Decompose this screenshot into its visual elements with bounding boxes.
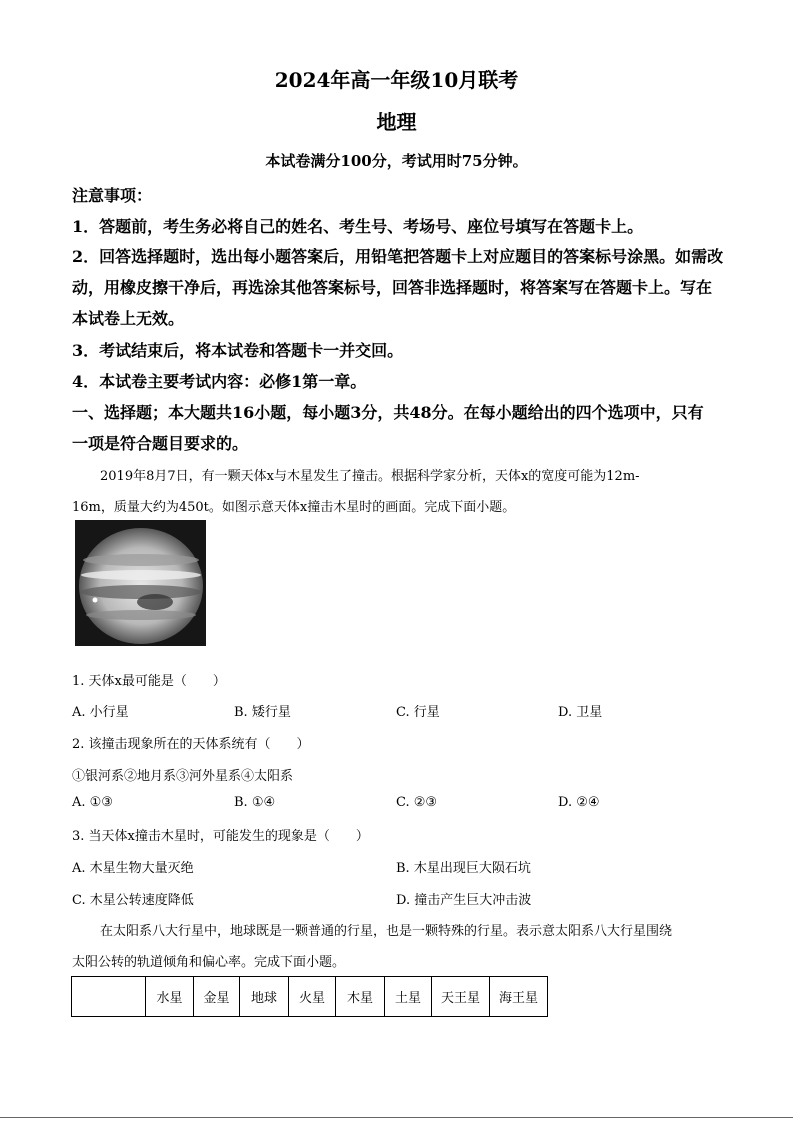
- q2-stem: 2. 该撞击现象所在的天体系统有（ ）: [72, 737, 310, 752]
- notes-heading: 注意事项：: [72, 186, 153, 205]
- note-item-2-line1: 2．回答选择题时，选出每小题答案后，用铅笔把答题卡上对应题目的答案标号涂黑。如需改: [72, 247, 724, 266]
- q3-option-d[interactable]: D. 撞击产生巨大冲击波: [396, 893, 532, 908]
- q3-stem: 3. 当天体x撞击木星时，可能发生的现象是（ ）: [72, 829, 369, 844]
- page-bottom-border: [0, 1117, 793, 1118]
- section1-line1: 一、选择题；本大题共16小题，每小题3分，共48分。在每小题给出的四个选项中，只有: [72, 403, 704, 422]
- q1-option-a[interactable]: A. 小行星: [72, 705, 129, 720]
- note-item-3: 3．考试结束后，将本试卷和答题卡一并交回。: [72, 341, 404, 360]
- passage1-line1: 2019年8月7日，有一颗天体x与木星发生了撞击。根据科学家分析，天体x的宽度可能为12m-: [100, 469, 640, 484]
- q3-option-a[interactable]: A. 木星生物大量灭绝: [72, 861, 194, 876]
- planet-header-neptune: 海王星: [490, 977, 548, 1017]
- exam-info: 本试卷满分100分，考试用时75分钟。: [265, 152, 528, 170]
- planet-header-mars: 火星: [289, 977, 336, 1017]
- q2-option-a[interactable]: A. ①③: [72, 795, 113, 810]
- planet-header-uranus: 天王星: [432, 977, 490, 1017]
- q2-option-c[interactable]: C. ②③: [396, 795, 438, 810]
- planet-table: [71, 976, 548, 1017]
- q2-option-d[interactable]: D. ②④: [558, 795, 600, 810]
- subject-title: 地理: [376, 110, 417, 134]
- jupiter-impact-image: [75, 520, 206, 646]
- passage2-line1: 在太阳系八大行星中，地球既是一颗普通的行星，也是一颗特殊的行星。表示意太阳系八大行星围绕: [100, 924, 673, 939]
- note-item-1: 1．答题前，考生务必将自己的姓名、考生号、考场号、座位号填写在答题卡上。: [72, 217, 644, 236]
- planet-header-mercury: 水星: [146, 977, 194, 1017]
- note-item-2-line3: 本试卷上无效。: [72, 309, 185, 328]
- passage1-line2: 16m，质量大约为450t。如图示意天体x撞击木星时的画面。完成下面小题。: [72, 500, 516, 515]
- q1-option-b[interactable]: B. 矮行星: [234, 705, 291, 720]
- planet-header-jupiter: 木星: [336, 977, 385, 1017]
- planet-table-corner: [72, 977, 146, 1017]
- planet-header-saturn: 土星: [385, 977, 432, 1017]
- passage2-line2: 太阳公转的轨道倾角和偏心率。完成下面小题。: [72, 955, 346, 970]
- planet-table-header-row: [72, 977, 548, 1017]
- note-item-2-line2: 动，用橡皮擦干净后，再选涂其他答案标号，回答非选择题时，将答案写在答题卡上。写在: [72, 278, 713, 297]
- planet-header-earth: 地球: [240, 977, 289, 1017]
- q2-options-line: ①银河系②地月系③河外星系④太阳系: [72, 769, 294, 784]
- q1-option-c[interactable]: C. 行星: [396, 705, 440, 720]
- jupiter-illustration: [75, 520, 206, 646]
- q3-option-b[interactable]: B. 木星出现巨大陨石坑: [396, 861, 531, 876]
- q1-stem: 1. 天体x最可能是（ ）: [72, 674, 226, 689]
- exam-title: 2024年高一年级10月联考: [274, 68, 519, 92]
- note-item-4: 4．本试卷主要考试内容：必修1第一章。: [72, 372, 367, 391]
- q3-option-c[interactable]: C. 木星公转速度降低: [72, 893, 194, 908]
- planet-header-venus: 金星: [194, 977, 240, 1017]
- section1-line2: 一项是符合题目要求的。: [72, 434, 249, 453]
- q2-option-b[interactable]: B. ①④: [234, 795, 276, 810]
- q1-option-d[interactable]: D. 卫星: [558, 705, 603, 720]
